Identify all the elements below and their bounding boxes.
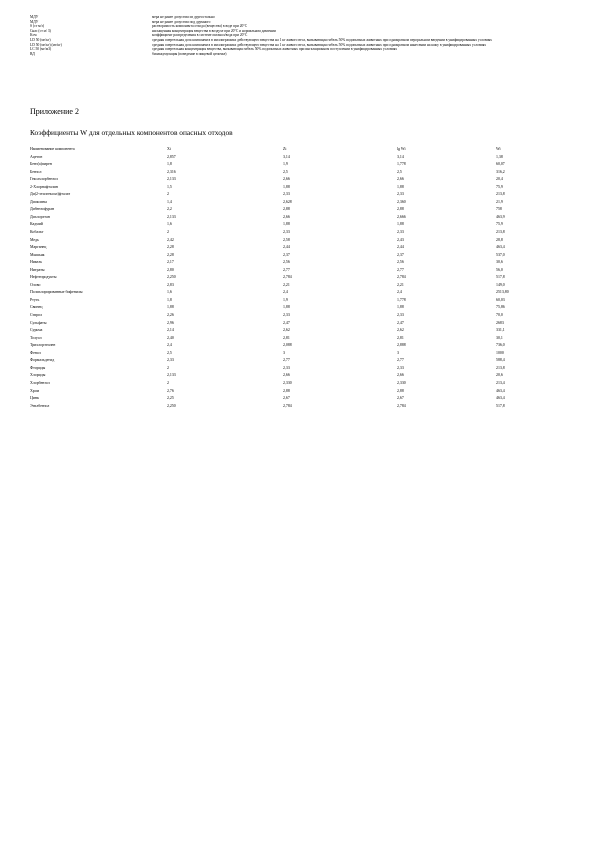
cell-name: Дибензофуран (30, 207, 55, 212)
cell-zi: 2,62 (283, 328, 290, 333)
cell-zi: 2,77 (283, 358, 290, 363)
cell-name: Никель (30, 260, 43, 265)
table-title: Коэффициенты W для отдельных компонентов опасных отходов (30, 128, 233, 137)
cell-xi: 2,83 (167, 282, 174, 287)
cell-xi: 1,88 (167, 305, 174, 310)
cell-lgwi: 2,88 (397, 207, 404, 212)
definitions-list (30, 15, 570, 56)
cell-wi: 2683 (496, 320, 504, 325)
table-row (30, 312, 570, 320)
cell-name: Диоксины (30, 199, 47, 204)
definition-term: МДУ (30, 15, 39, 19)
cell-xi: 2,14 (167, 328, 174, 333)
cell-lgwi: 1,778 (397, 297, 406, 302)
cell-name: Этилбензол (30, 403, 50, 408)
cell-zi: 2,47 (283, 320, 290, 325)
cell-zi: 1,88 (283, 184, 290, 189)
cell-xi: 1,6 (167, 290, 172, 295)
cell-name: 2-Хлорнафталин (30, 184, 58, 189)
cell-lgwi: 1,88 (397, 222, 404, 227)
table-row (30, 342, 570, 350)
table-row (30, 350, 570, 358)
cell-zi: 2,784 (283, 275, 292, 280)
cell-xi: 2 (167, 365, 169, 370)
cell-wi: 149,0 (496, 282, 505, 287)
table-row (30, 357, 570, 365)
table-row (30, 320, 570, 328)
cell-name: Олово (30, 282, 41, 287)
table-row (30, 199, 570, 207)
cell-wi: 213,8 (496, 365, 505, 370)
cell-lgwi: 1,778 (397, 162, 406, 167)
definition-text: коэффициент распределения в системе октанол/вода при 20°С (152, 33, 248, 38)
cell-lgwi: 2,88 (397, 388, 404, 393)
cell-zi: 2,67 (283, 396, 290, 401)
cell-zi: 2,44 (283, 245, 290, 250)
cell-xi: 2,40 (167, 335, 174, 340)
cell-name: Свинец (30, 305, 43, 310)
definition-term: S (ст м/з) (30, 24, 45, 29)
cell-lgwi: 2,784 (397, 403, 406, 408)
cell-wi: 213,4 (496, 380, 505, 385)
definition-text: биоаккумуляция (поведение в пищевой цепочке) (152, 51, 227, 56)
definition-term: МДУ (30, 19, 39, 24)
cell-wi: 588,4 (496, 358, 505, 363)
cell-zi: 1,88 (283, 222, 290, 227)
cell-name: Трихлорэтилен (30, 343, 56, 348)
cell-wi: 517,8 (496, 403, 505, 408)
cell-name: Хлорбензол (30, 380, 50, 385)
cell-wi: 20,4 (496, 177, 503, 182)
cell-zi: 2,66 (283, 373, 290, 378)
cell-lgwi: 2,77 (397, 267, 404, 272)
cell-name: Бензол (30, 169, 42, 174)
definition-term: Снас (ст м/ 3) (30, 28, 51, 33)
cell-zi: 2,5 (283, 169, 288, 174)
table-row (30, 169, 570, 177)
cell-wi: 75,86 (496, 305, 505, 310)
definition-text: насыщенная концентрация вещества в воздухе при 20°С и нормальном давлении (152, 28, 276, 33)
cell-name: Фториды (30, 365, 46, 370)
definition-term: ВД (30, 51, 35, 56)
cell-wi: 2513,80 (496, 290, 509, 295)
cell-xi: 2 (167, 192, 169, 197)
cell-xi: 1,5 (167, 184, 172, 189)
definition-text: растворимость компонента отхода (вещества) в воде при 20°С (152, 24, 248, 29)
cell-wi: 463,9 (496, 214, 505, 219)
cell-wi: 463,4 (496, 396, 505, 401)
cell-xi: 1,8 (167, 297, 172, 302)
definition-term: LD 50 (мг/кг) (мг/кг) (30, 42, 62, 47)
cell-xi: 2 (167, 230, 169, 235)
cell-zi: 2,330 (283, 380, 292, 385)
cell-lgwi: 3 (397, 350, 399, 355)
header-cell-xi: Xi (167, 147, 171, 151)
cell-lgwi: 2,5 (397, 169, 402, 174)
cell-name: Цинк (30, 396, 39, 401)
definition-term: Kow (30, 33, 37, 38)
table-row (30, 372, 570, 380)
cell-zi: 2,33 (283, 192, 290, 197)
cell-zi: 1,9 (283, 297, 288, 302)
cell-lgwi: 2,37 (397, 252, 404, 257)
table-row (30, 289, 570, 297)
appendix-title: Приложение 2 (30, 107, 79, 116)
table-row (30, 214, 570, 222)
definition-text: мера не ранее допустим из дуреостольно (152, 15, 215, 19)
table-row (30, 267, 570, 275)
cell-lgwi: 1,88 (397, 184, 404, 189)
cell-lgwi: 2,33 (397, 365, 404, 370)
cell-lgwi: 2,888 (397, 343, 406, 348)
cell-lgwi: 2,67 (397, 396, 404, 401)
table-row (30, 395, 570, 403)
cell-name: Толуол (30, 335, 42, 340)
table-row (30, 327, 570, 335)
table-row (30, 403, 570, 411)
table-row (30, 297, 570, 305)
cell-zi: 1,88 (283, 305, 290, 310)
cell-zi: 2,58 (283, 237, 290, 242)
cell-zi: 2,628 (283, 199, 292, 204)
cell-xi: 1,8 (167, 162, 172, 167)
cell-wi: 56,0 (496, 267, 503, 272)
table-body (30, 154, 570, 411)
cell-zi: 2,66 (283, 214, 290, 219)
cell-wi: 20,6 (496, 373, 503, 378)
cell-zi: 2,77 (283, 267, 290, 272)
table-row (30, 191, 570, 199)
definition-text: мера не ранее допустим под дурмного (152, 19, 211, 24)
cell-lgwi: 2,77 (397, 358, 404, 363)
cell-wi: 517,8 (496, 275, 505, 280)
table-row (30, 335, 570, 343)
cell-xi: 1,6 (167, 222, 172, 227)
cell-xi: 2,42 (167, 237, 174, 242)
cell-wi: 28,8 (496, 237, 503, 242)
cell-xi: 2,2 (167, 207, 172, 212)
cell-wi: 75,9 (496, 184, 503, 189)
cell-name: Сурьма (30, 328, 43, 333)
cell-xi: 2,80 (167, 267, 174, 272)
cell-wi: 463,4 (496, 245, 505, 250)
cell-wi: 30,6 (496, 260, 503, 265)
cell-name: Стирол (30, 313, 43, 318)
cell-xi: 2,250 (167, 275, 176, 280)
cell-name: Дихлорэтан (30, 214, 50, 219)
table-row (30, 282, 570, 290)
cell-xi: 2,33 (167, 358, 174, 363)
cell-xi: 2,96 (167, 320, 174, 325)
cell-wi: 463,4 (496, 388, 505, 393)
table-row (30, 244, 570, 252)
cell-name: Медь (30, 237, 39, 242)
cell-lgwi: 2,56 (397, 260, 404, 265)
cell-name: Полихлорированные бифенилы (30, 290, 83, 295)
header-cell-lgwi: lg Wi (397, 147, 406, 151)
cell-lgwi: 2,66 (397, 373, 404, 378)
cell-lgwi: 2,33 (397, 192, 404, 197)
table-row (30, 184, 570, 192)
cell-lgwi: 2,784 (397, 275, 406, 280)
cell-zi: 2,33 (283, 365, 290, 370)
cell-xi: 2,5 (167, 350, 172, 355)
cell-zi: 2,88 (283, 207, 290, 212)
cell-xi: 2,133 (167, 373, 176, 378)
cell-lgwi: 2,33 (397, 230, 404, 235)
cell-zi: 2,21 (283, 282, 290, 287)
cell-wi: 331,1 (496, 328, 505, 333)
table-row (30, 237, 570, 245)
table-row (30, 229, 570, 237)
cell-zi: 2,37 (283, 252, 290, 257)
table-row (30, 252, 570, 260)
cell-wi: 21,9 (496, 199, 503, 204)
table-header-row (30, 146, 570, 154)
cell-wi: 60,03 (496, 297, 505, 302)
cell-zi: 2,56 (283, 260, 290, 265)
cell-wi: 316,2 (496, 169, 505, 174)
table-row (30, 365, 570, 373)
cell-xi: 2,28 (167, 252, 174, 257)
definition-row (30, 52, 570, 57)
cell-zi: 3 (283, 350, 285, 355)
cell-zi: 2,81 (283, 335, 290, 340)
cell-xi: 2,25 (167, 396, 174, 401)
definition-text: средняя смертельная концентрация вещества, вызывающая гибель 50% подопытных животных при ингаляционном поступлении в унифицированных условиях (152, 47, 398, 52)
definition-text: средняя смертельная доза компонента в миллиграммах действующего вещества на 1 кг живого веса, вызывающая гибель 50% подопытных животных при однократном нанесении на кожу в унифицированных условиях (152, 42, 487, 47)
cell-lgwi: 1,88 (397, 305, 404, 310)
cell-name: Кобальт (30, 230, 44, 235)
cell-lgwi: 2,666 (397, 214, 406, 219)
cell-name: Гексахлорбензол (30, 177, 58, 182)
cell-xi: 2,316 (167, 169, 176, 174)
cell-name: Ртуть (30, 297, 40, 302)
header-cell-zi: Zi (283, 147, 287, 151)
definition-term: LD 50 (мг/кг) (30, 37, 51, 42)
cell-xi: 1,4 (167, 199, 172, 204)
cell-lgwi: 2,44 (397, 245, 404, 250)
cell-wi: 1000 (496, 350, 504, 355)
cell-zi: 2,784 (283, 403, 292, 408)
cell-zi: 2,33 (283, 230, 290, 235)
table-row (30, 304, 570, 312)
cell-xi: 2,857 (167, 154, 176, 159)
cell-lgwi: 2,81 (397, 335, 404, 340)
cell-zi: 2,33 (283, 313, 290, 318)
table-row (30, 380, 570, 388)
cell-zi: 2,088 (283, 343, 292, 348)
table-row (30, 161, 570, 169)
cell-name: Сульфаты (30, 320, 47, 325)
cell-xi: 2,76 (167, 388, 174, 393)
cell-lgwi: 2,66 (397, 177, 404, 182)
cell-name: Хлориды (30, 373, 46, 378)
cell-name: Бенз(а)пирен (30, 162, 52, 167)
cell-name: Ацетон (30, 154, 43, 159)
header-cell-wi: Wi (496, 147, 501, 151)
cell-wi: 60,07 (496, 162, 505, 167)
cell-name: Марганец (30, 245, 47, 250)
cell-wi: 758 (496, 207, 502, 212)
cell-wi: 1,38 (496, 154, 503, 159)
table-row (30, 388, 570, 396)
cell-wi: 213,8 (496, 192, 505, 197)
cell-xi: 2,17 (167, 260, 174, 265)
cell-wi: 75,9 (496, 222, 503, 227)
cell-xi: 2 (167, 380, 169, 385)
cell-lgwi: 2,330 (397, 380, 406, 385)
components-table (30, 146, 570, 410)
cell-lgwi: 3,14 (397, 154, 404, 159)
cell-xi: 2,28 (167, 245, 174, 250)
cell-xi: 2,26 (167, 313, 174, 318)
cell-name: Кадмий (30, 222, 43, 227)
table-row (30, 176, 570, 184)
cell-name: Ди(2-этилгексил)фталат (30, 192, 71, 197)
cell-xi: 2,133 (167, 214, 176, 219)
cell-xi: 2,133 (167, 177, 176, 182)
cell-name: Хром (30, 388, 40, 393)
cell-wi: 213,8 (496, 230, 505, 235)
cell-lgwi: 2,62 (397, 328, 404, 333)
table-row (30, 154, 570, 162)
cell-name: Нефтепродукты (30, 275, 57, 280)
cell-wi: 70,0 (496, 313, 503, 318)
cell-wi: 537,0 (496, 252, 505, 257)
cell-lgwi: 2,360 (397, 199, 406, 204)
table-row (30, 259, 570, 267)
cell-zi: 2,88 (283, 388, 290, 393)
cell-zi: 2,66 (283, 177, 290, 182)
cell-name: Фенол (30, 350, 41, 355)
cell-wi: 736,0 (496, 343, 505, 348)
table-row (30, 206, 570, 214)
cell-name: Нитраты (30, 267, 45, 272)
definition-term: LС 50 (мг/м3) (30, 47, 52, 52)
cell-wi: 30,1 (496, 335, 503, 340)
cell-zi: 2,4 (283, 290, 288, 295)
cell-name: Формальдегид (30, 358, 55, 363)
table-row (30, 221, 570, 229)
cell-lgwi: 2,43 (397, 237, 404, 242)
cell-name: Мышьяк (30, 252, 45, 257)
header-cell-name: Наименование компонента (30, 147, 75, 151)
cell-xi: 2,250 (167, 403, 176, 408)
cell-xi: 2,4 (167, 343, 172, 348)
cell-zi: 1,9 (283, 162, 288, 167)
cell-lgwi: 2,33 (397, 313, 404, 318)
cell-zi: 3,14 (283, 154, 290, 159)
cell-lgwi: 2,21 (397, 282, 404, 287)
cell-lgwi: 2,47 (397, 320, 404, 325)
cell-lgwi: 2,4 (397, 290, 402, 295)
definition-text: средняя смертельная доза компонента в миллиграммах действующего вещества на 1 кг живого веса, вызывающая гибель 50% подопытных животных при однократном пероральном введении в унифицированных условиях (152, 37, 492, 42)
table-row (30, 274, 570, 282)
